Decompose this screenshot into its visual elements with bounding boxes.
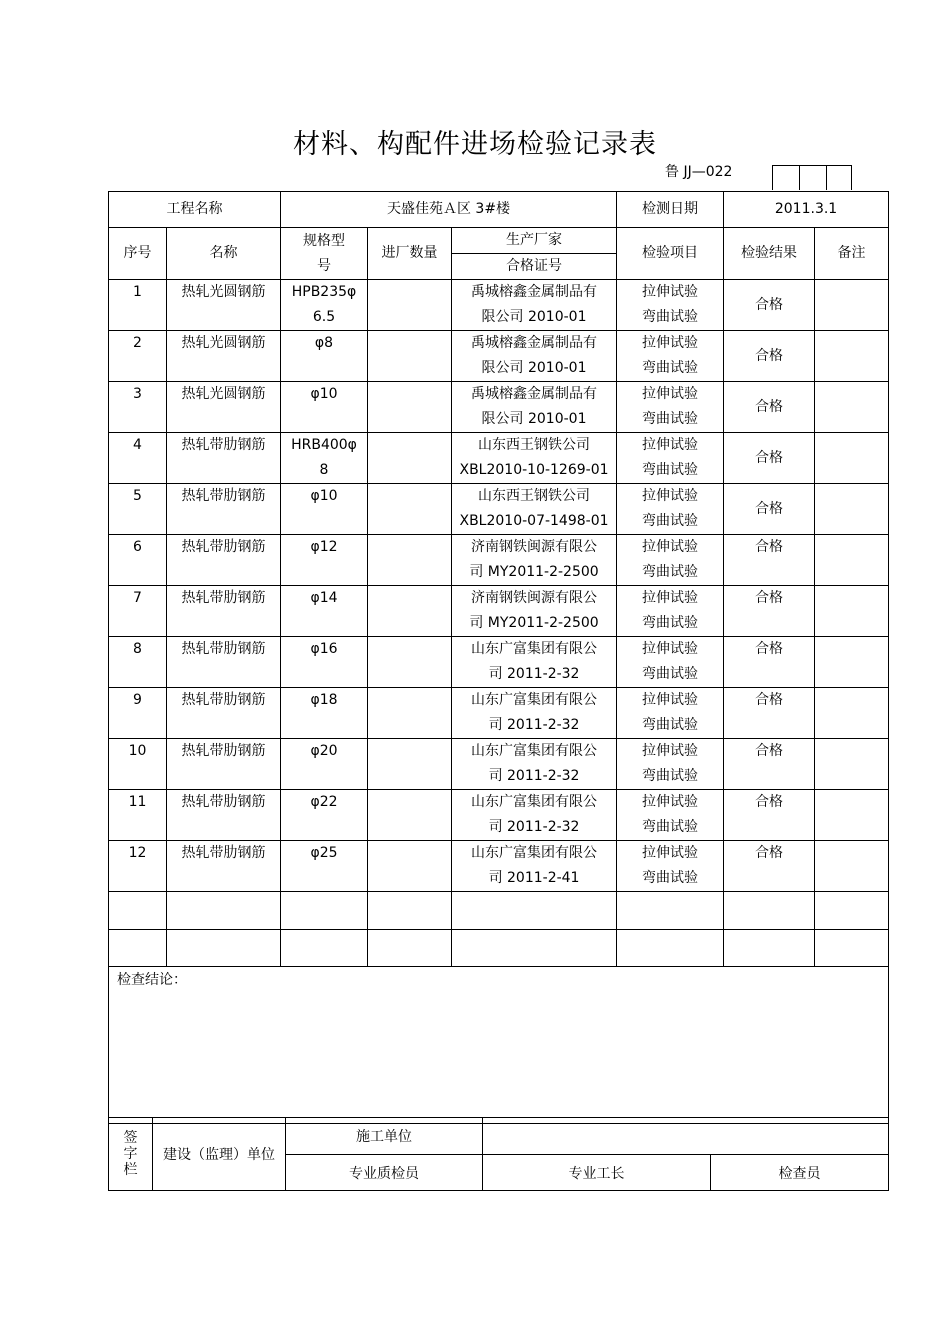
empty-cell (617, 892, 724, 930)
row-maker-line1: 济南钢铁闽源有限公 (471, 590, 598, 606)
row-note (815, 739, 889, 790)
row-result: 合格 (724, 535, 815, 586)
row-item (617, 739, 724, 790)
row-maker-line1: 山东广富集团有限公 (471, 743, 598, 759)
row-maker-line1: 山东广富集团有限公 (471, 845, 598, 861)
table-row (109, 739, 889, 790)
col-spec (281, 228, 368, 280)
row-item (617, 688, 724, 739)
inspector: 检查员 (711, 1155, 889, 1191)
empty-cell (281, 929, 368, 967)
row-spec-line1: HRB400φ (291, 437, 357, 453)
row-item-line2: 弯曲试验 (642, 564, 699, 580)
inspection-table (108, 191, 889, 1124)
empty-cell (109, 929, 167, 967)
row-name: 热轧光圆钢筋 (167, 331, 281, 382)
row-qty (368, 688, 452, 739)
row-item-line1: 拉伸试验 (642, 845, 699, 861)
empty-cell (617, 929, 724, 967)
row-spec-line1: φ20 (310, 743, 338, 759)
column-header-row (109, 228, 889, 254)
row-cert-line2: 司 MY2011-2-2500 (469, 564, 599, 580)
row-result: 合格 (724, 433, 815, 484)
table-row (109, 841, 889, 892)
row-spec-line1: φ25 (310, 845, 338, 861)
row-spec-line1: φ8 (314, 335, 334, 351)
row-result: 合格 (724, 484, 815, 535)
row-name: 热轧带肋钢筋 (167, 790, 281, 841)
row-result: 合格 (724, 382, 815, 433)
row-note (815, 535, 889, 586)
row-item-line1: 拉伸试验 (642, 539, 699, 555)
row-no: 2 (109, 331, 167, 382)
row-cert-line2: 司 2011-2-32 (488, 717, 580, 733)
row-name: 热轧光圆钢筋 (167, 382, 281, 433)
row-maker (452, 382, 617, 433)
row-no: 1 (109, 280, 167, 331)
row-result: 合格 (724, 586, 815, 637)
row-result: 合格 (724, 790, 815, 841)
row-maker (452, 586, 617, 637)
row-qty (368, 484, 452, 535)
row-item (617, 637, 724, 688)
row-spec (281, 331, 368, 382)
empty-cell (167, 892, 281, 930)
row-qty (368, 586, 452, 637)
row-spec-line1: φ22 (310, 794, 338, 810)
row-spec-line1: φ10 (310, 488, 338, 504)
row-spec-line1: φ10 (310, 386, 338, 402)
row-maker (452, 331, 617, 382)
row-item-line2: 弯曲试验 (642, 513, 699, 529)
row-qty (368, 280, 452, 331)
col-spec-line2: 号 (317, 257, 331, 274)
signature-side-label (109, 1118, 153, 1191)
row-spec (281, 535, 368, 586)
row-result: 合格 (724, 841, 815, 892)
row-spec (281, 739, 368, 790)
col-cert: 合格证号 (452, 254, 617, 280)
row-note (815, 841, 889, 892)
row-result: 合格 (724, 637, 815, 688)
row-item-line1: 拉伸试验 (642, 284, 699, 300)
empty-cell (815, 892, 889, 930)
row-spec-line1: HPB235φ (291, 284, 357, 300)
row-qty (368, 739, 452, 790)
row-maker (452, 484, 617, 535)
row-name: 热轧带肋钢筋 (167, 688, 281, 739)
row-spec (281, 688, 368, 739)
code-box-divider (799, 166, 800, 190)
col-result: 检验结果 (724, 228, 815, 280)
project-value: 天盛佳苑Ａ区 3#楼 (281, 192, 617, 228)
date-value: 2011.3.1 (724, 192, 889, 228)
row-spec (281, 586, 368, 637)
row-name: 热轧带肋钢筋 (167, 433, 281, 484)
code-box-divider (826, 166, 827, 190)
row-qty (368, 841, 452, 892)
row-maker (452, 637, 617, 688)
row-item-line2: 弯曲试验 (642, 309, 699, 325)
row-item-line1: 拉伸试验 (642, 437, 699, 453)
row-item-line2: 弯曲试验 (642, 411, 699, 427)
row-maker-line1: 山东西王钢铁公司 (478, 437, 591, 453)
header-row (109, 192, 889, 228)
row-result: 合格 (724, 739, 815, 790)
row-item-line1: 拉伸试验 (642, 641, 699, 657)
row-name: 热轧带肋钢筋 (167, 535, 281, 586)
row-note (815, 280, 889, 331)
col-item: 检验项目 (617, 228, 724, 280)
row-item (617, 586, 724, 637)
table-row (109, 484, 889, 535)
table-row (109, 382, 889, 433)
empty-cell (368, 929, 452, 967)
row-maker (452, 433, 617, 484)
row-spec (281, 433, 368, 484)
row-note (815, 586, 889, 637)
row-no: 4 (109, 433, 167, 484)
empty-row (109, 892, 889, 930)
row-cert-line2: XBL2010-10-1269-01 (459, 462, 609, 478)
col-qty: 进厂数量 (368, 228, 452, 280)
row-cert-line2: 司 2011-2-32 (488, 768, 580, 784)
row-no: 12 (109, 841, 167, 892)
row-spec-line1: φ12 (310, 539, 338, 555)
row-cert-line2: 司 2011-2-32 (488, 666, 580, 682)
empty-cell (452, 929, 617, 967)
empty-cell (167, 929, 281, 967)
row-item-line2: 弯曲试验 (642, 360, 699, 376)
row-maker (452, 535, 617, 586)
row-qty (368, 790, 452, 841)
col-name: 名称 (167, 228, 281, 280)
row-item-line2: 弯曲试验 (642, 666, 699, 682)
row-qty (368, 331, 452, 382)
col-spec-line1: 规格型 (303, 232, 345, 249)
row-no: 5 (109, 484, 167, 535)
table-row (109, 280, 889, 331)
table-row (109, 586, 889, 637)
row-maker-line1: 山东西王钢铁公司 (478, 488, 591, 504)
table-row (109, 637, 889, 688)
row-no: 9 (109, 688, 167, 739)
form-code-boxes (772, 165, 852, 190)
row-spec (281, 841, 368, 892)
row-maker-line1: 禹城榕鑫金属制品有 (471, 284, 598, 300)
row-spec-line2: 8 (319, 462, 329, 478)
row-item-line1: 拉伸试验 (642, 743, 699, 759)
row-item-line2: 弯曲试验 (642, 768, 699, 784)
row-maker-line1: 山东广富集团有限公 (471, 692, 598, 708)
row-qty (368, 382, 452, 433)
empty-cell (452, 892, 617, 930)
table-row (109, 535, 889, 586)
row-item-line1: 拉伸试验 (642, 335, 699, 351)
row-no: 10 (109, 739, 167, 790)
empty-row (109, 929, 889, 967)
signature-table (108, 1117, 889, 1191)
form-code: 鲁 JJ—022 (665, 164, 733, 180)
row-note (815, 637, 889, 688)
row-spec (281, 280, 368, 331)
row-maker-line1: 山东广富集团有限公 (471, 794, 598, 810)
table-row (109, 433, 889, 484)
row-maker (452, 280, 617, 331)
row-item-line1: 拉伸试验 (642, 386, 699, 402)
row-name: 热轧带肋钢筋 (167, 739, 281, 790)
row-spec (281, 790, 368, 841)
row-item-line2: 弯曲试验 (642, 717, 699, 733)
row-cert-line2: 司 2011-2-41 (488, 870, 580, 886)
row-item (617, 280, 724, 331)
row-name: 热轧带肋钢筋 (167, 841, 281, 892)
row-no: 11 (109, 790, 167, 841)
row-item (617, 841, 724, 892)
row-no: 8 (109, 637, 167, 688)
col-note: 备注 (815, 228, 889, 280)
row-note (815, 433, 889, 484)
row-cert-line2: 司 2011-2-32 (488, 819, 580, 835)
row-name: 热轧带肋钢筋 (167, 586, 281, 637)
row-maker-line1: 山东广富集团有限公 (471, 641, 598, 657)
col-maker: 生产厂家 (452, 228, 617, 254)
row-name: 热轧光圆钢筋 (167, 280, 281, 331)
row-qty (368, 535, 452, 586)
row-spec-line1: φ16 (310, 641, 338, 657)
row-maker (452, 841, 617, 892)
row-qty (368, 637, 452, 688)
row-item (617, 331, 724, 382)
date-label: 检测日期 (617, 192, 724, 228)
empty-cell (815, 929, 889, 967)
row-spec (281, 484, 368, 535)
row-spec-line1: φ14 (310, 590, 338, 606)
row-result: 合格 (724, 688, 815, 739)
row-item (617, 790, 724, 841)
row-cert-line2: XBL2010-07-1498-01 (459, 513, 609, 529)
empty-cell (368, 892, 452, 930)
row-result: 合格 (724, 331, 815, 382)
signature-side-text: 签字栏 (123, 1130, 138, 1178)
row-name: 热轧带肋钢筋 (167, 637, 281, 688)
row-cert-line2: 限公司 2010-01 (481, 360, 587, 376)
row-spec-line1: φ18 (310, 692, 338, 708)
row-qty (368, 433, 452, 484)
row-item-line1: 拉伸试验 (642, 488, 699, 504)
row-item-line2: 弯曲试验 (642, 870, 699, 886)
empty-cell (724, 892, 815, 930)
row-maker (452, 790, 617, 841)
page-title: 材料、构配件进场检验记录表 (293, 129, 657, 160)
row-item (617, 484, 724, 535)
row-name: 热轧带肋钢筋 (167, 484, 281, 535)
quality-inspector: 专业质检员 (286, 1155, 483, 1191)
row-item-line2: 弯曲试验 (642, 615, 699, 631)
row-item-line1: 拉伸试验 (642, 692, 699, 708)
row-note (815, 790, 889, 841)
row-item-line2: 弯曲试验 (642, 462, 699, 478)
table-row (109, 790, 889, 841)
row-note (815, 484, 889, 535)
row-note (815, 382, 889, 433)
row-item-line1: 拉伸试验 (642, 590, 699, 606)
row-item (617, 433, 724, 484)
row-result: 合格 (724, 280, 815, 331)
row-note (815, 688, 889, 739)
table-row (109, 688, 889, 739)
table-row (109, 331, 889, 382)
row-maker (452, 739, 617, 790)
project-label: 工程名称 (109, 192, 281, 228)
conclusion-label: 检查结论： (109, 967, 889, 1124)
row-no: 7 (109, 586, 167, 637)
row-item (617, 382, 724, 433)
row-note (815, 331, 889, 382)
empty-cell (281, 892, 368, 930)
row-no: 3 (109, 382, 167, 433)
construction-unit-sign (483, 1118, 889, 1155)
row-cert-line2: 限公司 2010-01 (481, 411, 587, 427)
row-item-line2: 弯曲试验 (642, 819, 699, 835)
construction-unit: 施工单位 (286, 1118, 483, 1155)
row-maker (452, 688, 617, 739)
row-maker-line1: 济南钢铁闽源有限公 (471, 539, 598, 555)
empty-cell (109, 892, 167, 930)
foreman: 专业工长 (483, 1155, 711, 1191)
col-no: 序号 (109, 228, 167, 280)
empty-cell (724, 929, 815, 967)
row-maker-line1: 禹城榕鑫金属制品有 (471, 335, 598, 351)
row-spec (281, 637, 368, 688)
conclusion-row (109, 967, 889, 1124)
row-spec-line2: 6.5 (312, 309, 336, 325)
row-maker-line1: 禹城榕鑫金属制品有 (471, 386, 598, 402)
row-no: 6 (109, 535, 167, 586)
row-cert-line2: 司 MY2011-2-2500 (469, 615, 599, 631)
row-item (617, 535, 724, 586)
row-spec (281, 382, 368, 433)
supervision-unit: 建设（监理）单位 (153, 1118, 286, 1191)
row-cert-line2: 限公司 2010-01 (481, 309, 587, 325)
row-item-line1: 拉伸试验 (642, 794, 699, 810)
